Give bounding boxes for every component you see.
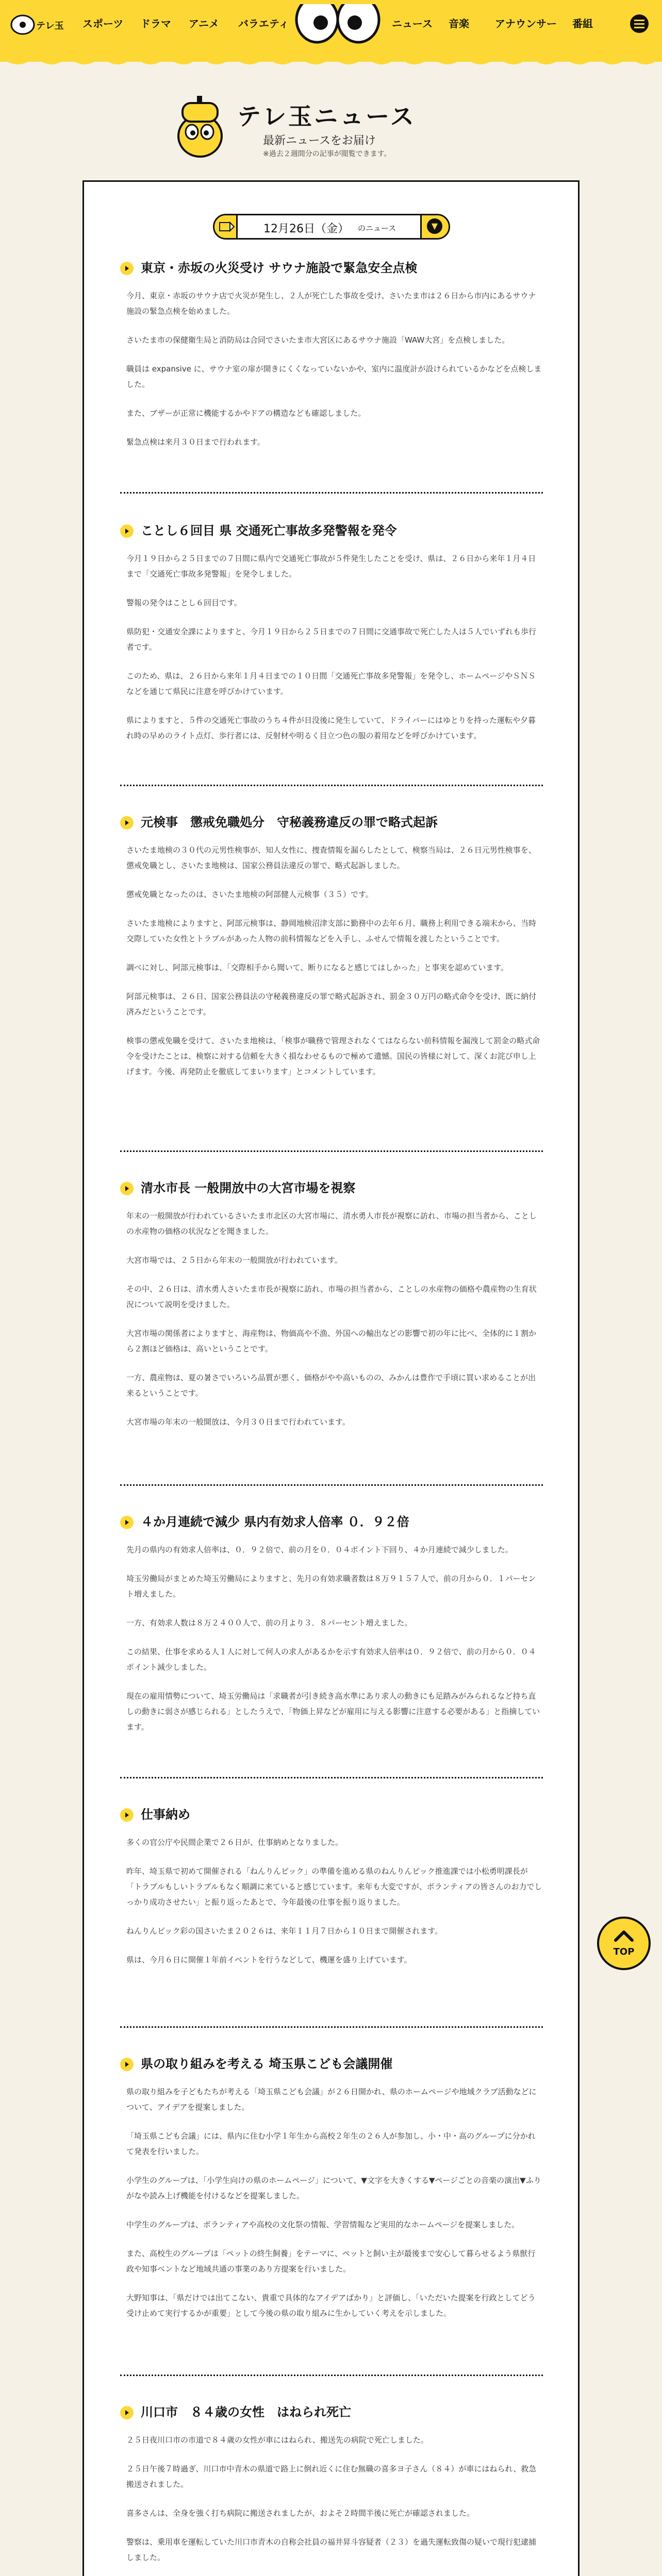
article-paragraph: また、ブザーが正常に機能するかやドアの構造なども確認しました。 — [126, 409, 366, 418]
article-title-text: ことし６回目 県 交通死亡事故多発警報を発令 — [141, 523, 397, 538]
article-title — [120, 259, 543, 277]
arrow-bullet-icon — [120, 2406, 134, 2419]
news-article — [120, 814, 543, 1093]
logo-text: テレ玉 — [36, 21, 64, 31]
article-title — [120, 2403, 543, 2421]
article-paragraph: 大宮市場の関係者によりますと、海産物は、物価高や不漁、外国への輸出などの影響で初の年に比べ、全体的に１割から２割ほど価格は、高いということです。 — [126, 1329, 537, 1353]
article-paragraph: 小学生のグループは、「小学生向けの県のホームページ」について、▼文字を大きくする▼ページごとの音楽の演出▼ふりがなや読み上げ機能を付けるなどを提案しました。 — [126, 2176, 541, 2200]
nav-item-news[interactable]: ニュース — [392, 18, 433, 30]
top-navigation-bar — [0, 0, 662, 62]
article-paragraph: さいたま市の保健衛生局と消防局は合同でさいたま市大宮区にあるサウナ施設「WAW大宮」を点検しました。 — [126, 335, 510, 345]
chevron-down-icon: ▼ — [427, 218, 442, 234]
article-divider — [120, 492, 543, 494]
article-title-text: 仕事納め — [141, 1807, 190, 1822]
chevron-up-icon — [614, 1928, 634, 1943]
article-title — [120, 814, 543, 831]
article-paragraph: 県は、今月６日に開催１年前イベントを行うなどして、機運を盛り上げています。 — [126, 1955, 412, 1964]
article-paragraph: また、高校生のグループは「ペットの終生飼養」をテーマに、ペットと飼い主が最後まで安心して暮らせるよう県獣行政や知事ベントなど地域共通の事業のあり方提案を行いました。 — [126, 2249, 536, 2274]
article-paragraph: 大野知事は、「県だけでは出てこない、貴重で具体的なアイデアばかり」と評価し、「いただいた提案を行政としてどう受け止めて実行するかが重要」として今後の県の取り組みに生かしていく考えを示しました。 — [126, 2293, 536, 2318]
arrow-bullet-icon — [120, 2058, 134, 2071]
article-body — [120, 2432, 543, 2576]
news-article — [120, 522, 543, 757]
selected-date: 12月26日（金） — [263, 223, 349, 235]
article-paragraph: 緊急点検は来月３０日まで行われます。 — [126, 437, 265, 447]
mascot-icon — [170, 94, 229, 158]
news-article — [120, 2055, 543, 2334]
article-paragraph: 阿部元検事は、２６日、国家公務員法の守秘義務違反の罪で略式起訴され、罰金３０万円の略式命令を受け、既に納付済みだということです。 — [126, 992, 537, 1016]
news-card — [82, 180, 580, 2576]
article-title-text: ４か月連続で減少 県内有効求人倍率 ０．９２倍 — [141, 1515, 409, 1529]
header-wave-edge — [0, 52, 662, 72]
date-selector[interactable] — [213, 214, 450, 240]
arrow-bullet-icon — [120, 816, 134, 829]
article-paragraph: 先月の県内の有効求人倍率は、０．９２倍で、前の月を０．０４ポイント下回り、４か月連続で減少しました。 — [126, 1545, 513, 1554]
article-divider — [120, 1150, 543, 1152]
back-to-top-label: TOP — [613, 1946, 635, 1957]
article-divider — [120, 2375, 543, 2376]
article-divider — [120, 1484, 543, 1486]
main-nav — [0, 9, 662, 35]
article-paragraph: 昨年、埼玉県で初めて開催される「ねんりんピック」の準備を進める県のねんりんピック推進課では小松勇明課長が「トラブルもしいトラブルもなく順調に来ていると感じています。来年も大変ですが、ボランティアの皆さんのお力でしっかり成功させたい」と振り返ったあとで、今年最後の仕事を振り返りました。 — [126, 1867, 542, 1907]
article-title-text: 東京・赤坂の火災受け サウナ施設で緊急安全点検 — [141, 261, 418, 275]
article-body — [120, 2084, 543, 2321]
teletama-logo[interactable] — [7, 13, 64, 36]
article-paragraph: 一方、農産物は、夏の暑さでいろいろ品質が悪く、価格がやや高いものの、みかんは豊作で手頃に買い求めることが出来るということです。 — [126, 1373, 536, 1398]
page-subtitle: 最新ニュースをお届け — [263, 134, 376, 147]
article-divider — [120, 1777, 543, 1778]
nav-item-drama[interactable]: ドラマ — [140, 18, 171, 30]
news-article — [120, 259, 543, 463]
article-paragraph: 大宮市場の年末の一般開放は、今月３０日まで行われています。 — [126, 1417, 350, 1427]
menu-icon[interactable] — [628, 13, 651, 34]
arrow-bullet-icon — [120, 262, 134, 275]
article-title-text: 清水市長 一般開放中の大宮市場を視察 — [141, 1181, 356, 1195]
article-paragraph: ２５日夜川口市の市道で８４歳の女性が車にはねられ、搬送先の病院で死亡しました。 — [126, 2435, 428, 2445]
mascot-eyes-icon — [294, 4, 382, 45]
article-paragraph: 懲戒免職となったのは、さいたま地検の阿部健人元検事（３５）です。 — [126, 890, 373, 899]
article-body — [120, 1208, 543, 1430]
article-paragraph: さいたま地検の３０代の元男性検事が、知人女性に、捜査情報を漏らしたとして、検察当局は、２６日元男性検事を、懲戒免職とし、さいたま地検は、国家公務員法違反の罪で、略式起訴しました。 — [126, 845, 536, 870]
article-paragraph: 調べに対し、阿部元検事は、「交際相手から聞いて、断りになると感じてはしかった」と事実を認めています。 — [126, 963, 509, 972]
article-body — [120, 1542, 543, 1735]
article-title — [120, 1806, 543, 1823]
article-paragraph: 現在の雇用情勢について、埼玉労働局は「求職者が引き続き高水準にあり求人の動きにも足踏みがみられるなど持ち直しの動きに弱さが感じられる」としたうえで、「物価上昇などが雇用に与える影響に注意する必要がある」と指摘しています。 — [126, 1691, 540, 1732]
article-title-text: 川口市 ８４歳の女性 はねられ死亡 — [141, 2405, 351, 2419]
article-paragraph: 多くの官公庁や民間企業で２６日が、仕事納めとなりました。 — [126, 1838, 343, 1847]
pencil-icon — [214, 215, 238, 238]
article-title — [120, 1179, 543, 1197]
article-title — [120, 1513, 543, 1531]
nav-item-announcer[interactable]: アナウンサー — [495, 18, 557, 30]
article-paragraph: 喜多さんは、全身を強く打ち病院に搬送されましたが、およそ２時間半後に死亡が確認されました。 — [126, 2509, 475, 2518]
article-paragraph: 「埼玉県こども会議」には、県内に住む小学１年生から高校２年生の２６人が参加し、小・中・高のグループに分かれて発表を行いました。 — [126, 2131, 536, 2156]
article-paragraph: 埼玉労働局がまとめた埼玉労働局によりますと、先月の有効求職者数は８万９１５７人で、前の月から０．１パーセント増えました。 — [126, 1574, 536, 1599]
article-body — [120, 842, 543, 1079]
article-title — [120, 2055, 543, 2073]
article-paragraph: 県の取り組みを子どもたちが考える「埼玉県こども会議」が２６日開かれ、県のホームページや地域クラブ活動などについて、アイデアを提案しました。 — [126, 2087, 537, 2112]
nav-item-programs[interactable]: 番組 — [572, 18, 593, 30]
news-article — [120, 1179, 543, 1443]
arrow-bullet-icon — [120, 1516, 134, 1529]
news-article — [120, 1513, 543, 1748]
article-paragraph: ねんりんピック彩の国さいたま２０２６は、来年１１月７日から１０日まで開催されます。 — [126, 1926, 443, 1936]
date-suffix: のニュース — [358, 224, 396, 233]
archive-note: ※過去２週間分の記事が閲覧できます。 — [263, 150, 391, 158]
article-paragraph: その中、２６日は、清水勇人さいたま市長が視察に訪れ、市場の担当者から、ことしの水産物の価格や農産物の生育状況について説明を受けました。 — [126, 1284, 537, 1309]
back-to-top-button[interactable] — [597, 1917, 651, 1970]
page-title: テレ玉ニュース — [237, 103, 416, 130]
article-paragraph: 県防犯・交通安全課によりますと、今月１９日から２５日までの７日間に交通事故で死亡した人は５人でいずれも歩行者です。 — [126, 627, 537, 652]
article-paragraph: さいたま地検によりますと、阿部元検事は、静岡地検沼津支部に勤務中の去年６月、職務上利用できる端末から、当時交際していた女性とトラブルがあった人物の前科情報などを入手し、ふせんで情報を渡したということです。 — [126, 919, 537, 943]
article-title-text: 元検事 懲戒免職処分 守秘義務違反の罪で略式起訴 — [141, 815, 438, 829]
page-header — [170, 94, 490, 161]
date-dropdown-button[interactable] — [420, 215, 449, 238]
nav-item-music[interactable]: 音楽 — [449, 18, 469, 30]
article-paragraph: 検事の懲戒免職を受けて、さいたま地検は、「検事が職務で管理されなくてはならない前科情報を漏洩して罰金の略式命令を受けたことは、検察に対する信頼を大きく損なわせるもので極めて遺憾。国民の皆様に対して、深くお詫び申し上げます。今後、再発防止を徹底してまいります」とコメントしています。 — [126, 1036, 540, 1076]
article-body — [120, 551, 543, 743]
news-article — [120, 1806, 543, 1981]
article-body — [120, 1835, 543, 1968]
arrow-bullet-icon — [120, 1182, 134, 1195]
article-body — [120, 288, 543, 450]
article-paragraph: 今月１９日から２５日までの７日間に県内で交通死亡事故が５件発生したことを受け、県は、２６日から来年１月４日まで「交通死亡事故多発警報」を発令しました。 — [126, 554, 536, 579]
article-paragraph: 県によりますと、５件の交通死亡事故のうち４件が日没後に発生していて、ドライバーにはゆとりを持った運転や夕暮れ時の早めのライト点灯、歩行者には、反射材や明るく目立つ色の服の着用などを呼びかけています。 — [126, 716, 536, 740]
article-paragraph: 警察は、乗用車を運転していた川口市青木の自称会社員の福井昇斗容疑者（２３）を過失運転致傷の疑いで現行犯逮捕しました。 — [126, 2537, 537, 2562]
article-divider — [120, 785, 543, 786]
article-paragraph: 職員は expansive に、サウナ室の扉が開きにくくなっていないかや、室内に温度計が設けられているかなどを点検しました。 — [126, 364, 542, 389]
article-paragraph: ２５日午後７時過ぎ、川口市中青木の県道で路上に倒れ近くに住む無職の喜多ヨ子さん（８４）が車にはねられ、救急搬送されました。 — [126, 2464, 537, 2489]
article-paragraph: このため、県は、２６日から来年１月４日までの１０日間「交通死亡事故多発警報」を発令し、ホームページやＳＮＳなどを通じて県民に注意を呼びかけています。 — [126, 671, 536, 696]
article-paragraph: 今月、東京・赤坂のサウナ店で火災が発生し、２人が死亡した事故を受け、さいたま市は２６日から市内にあるサウナ施設の緊急点検を始めました。 — [126, 291, 536, 316]
nav-item-anime[interactable]: アニメ — [189, 18, 219, 30]
article-paragraph: 警報の発令はことし６回目です。 — [126, 598, 242, 607]
article-title-text: 県の取り組みを考える 埼玉県こども会議開催 — [141, 2057, 393, 2071]
article-paragraph: 年末の一般開放が行われているさいたま市北区の大宮市場に、清水勇人市長が視察に訪れ、市場の担当者から、ことしの水産物の価格の状況などを聞きました。 — [126, 1211, 537, 1236]
arrow-bullet-icon — [120, 524, 134, 538]
article-paragraph: 一方、有効求人数は８万２４００人で、前の月より３．８パーセント増えました。 — [126, 1618, 412, 1628]
news-article — [120, 2403, 543, 2576]
article-paragraph: この結果、仕事を求める人１人に対して何人の求人があるかを示す有効求人倍率は０．９２倍で、前の月から０．０４ポイント減少しました。 — [126, 1647, 536, 1672]
nav-item-variety[interactable]: バラエティ — [238, 18, 289, 30]
arrow-bullet-icon — [120, 1808, 134, 1822]
article-title — [120, 522, 543, 539]
article-paragraph: 大宮市場では、２５日から年末の一般開放が行われています。 — [126, 1256, 342, 1265]
article-paragraph: 中学生のグループは、ボランティアや高校の文化祭の情報、学習情報など実用的なホームページを提案しました。 — [126, 2220, 520, 2229]
article-divider — [120, 2026, 543, 2028]
nav-item-sports[interactable]: スポーツ — [82, 18, 124, 30]
